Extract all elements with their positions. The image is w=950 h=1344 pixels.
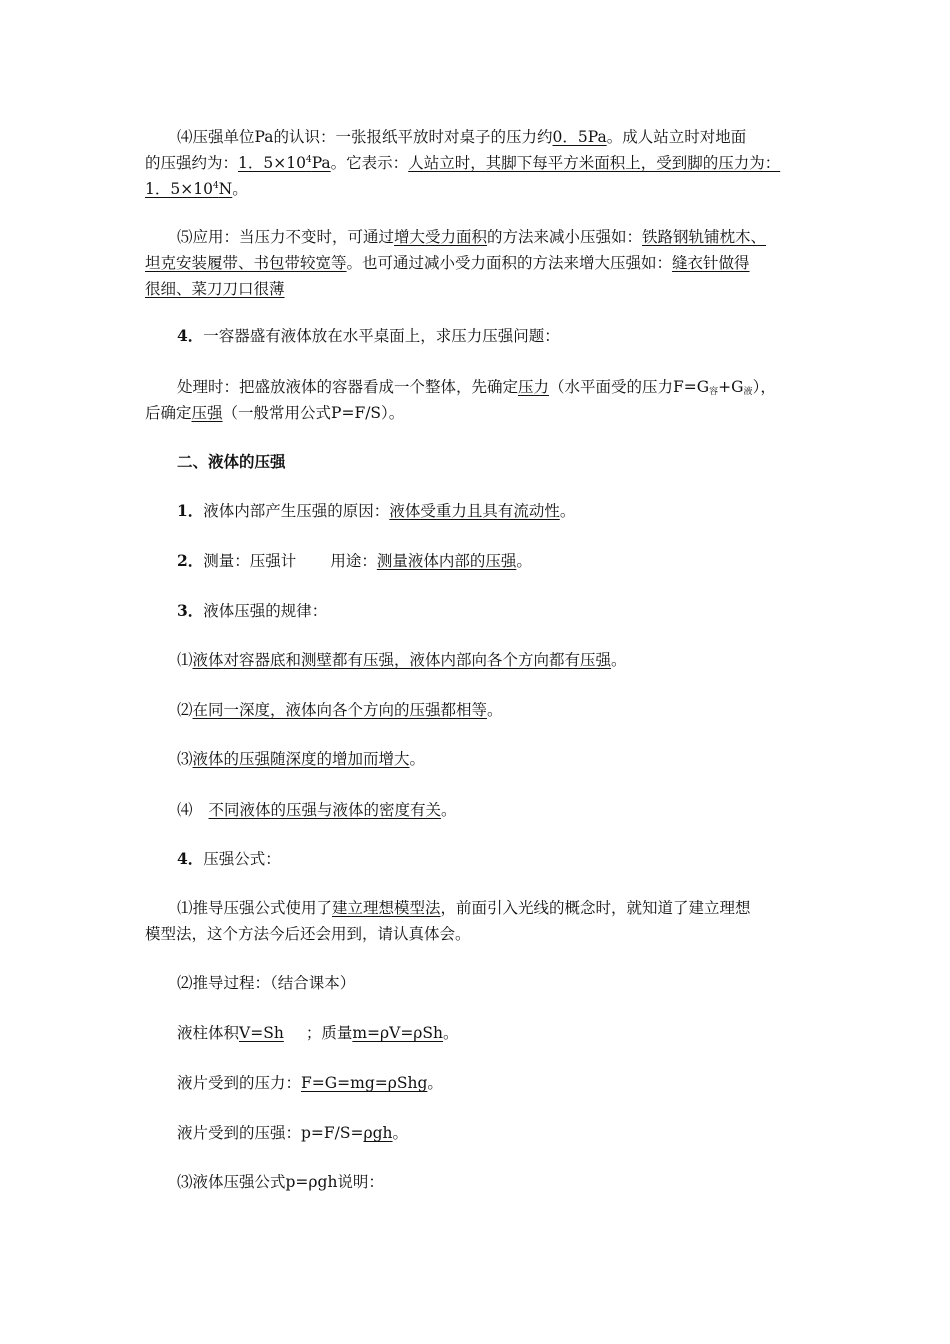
blank-answer: 测量液体内部的压强 bbox=[376, 552, 517, 570]
text: ，前面引入光线的概念时，就知道了建立理想 bbox=[440, 899, 751, 917]
text: ⑸应用：当压力不变时，可通过 bbox=[177, 228, 395, 246]
formula-derivation-1-line2: 模型法，这个方法今后还会用到，请认真体会。 bbox=[145, 925, 471, 943]
liquid-item-1 bbox=[177, 498, 857, 524]
text: 。 bbox=[392, 1124, 409, 1142]
paragraph-pressure-unit-line3 bbox=[145, 176, 825, 202]
blank-answer: 建立理想模型法 bbox=[332, 899, 441, 917]
formula-explanation: ⑶液体压强公式p=ρgh说明： bbox=[177, 1173, 384, 1191]
item-number: 2． bbox=[177, 551, 204, 570]
subscript: 液 bbox=[743, 387, 753, 397]
blank-answer: F=G=mg=ρShg bbox=[301, 1074, 428, 1092]
blank-answer: 压强 bbox=[191, 404, 223, 422]
blank-answer: 0．5Pa bbox=[552, 128, 607, 146]
text: 后确定 bbox=[145, 404, 192, 422]
text: 一容器盛有液体放在水平桌面上，求压力压强问题： bbox=[203, 327, 560, 345]
liquid-item-2 bbox=[177, 548, 857, 574]
blank-answer: V=Sh bbox=[239, 1024, 284, 1042]
blank-answer: m=ρV=ρSh bbox=[352, 1024, 444, 1042]
text: 。 bbox=[409, 750, 426, 768]
text: 液体压强的规律： bbox=[203, 602, 328, 620]
blank-answer: 液体受重力且具有流动性 bbox=[389, 502, 560, 520]
text: ）， bbox=[752, 378, 776, 396]
blank-answer: 很细、菜刀刀口很薄 bbox=[145, 280, 285, 298]
paragraph-handling-line2 bbox=[145, 400, 825, 426]
pressure-line bbox=[177, 1120, 857, 1146]
text: 处理时：把盛放液体的容器看成一个整体，先确定 bbox=[177, 378, 519, 396]
force-line bbox=[177, 1070, 857, 1096]
blank-answer: 在同一深度，液体向各个方向的压强都相等 bbox=[192, 701, 488, 719]
blank-answer: 增大受力面积 bbox=[394, 228, 488, 246]
text: 。 bbox=[559, 502, 576, 520]
text: ⑷ bbox=[177, 801, 193, 819]
liquid-item-3 bbox=[177, 598, 857, 624]
paragraph-application-line3 bbox=[145, 276, 825, 302]
text: 。它表示： bbox=[330, 154, 409, 172]
blank-answer: 压力 bbox=[518, 378, 550, 396]
text: ⑴ bbox=[177, 651, 193, 669]
item-number: 1． bbox=[177, 501, 204, 520]
text: ⑵ bbox=[177, 701, 193, 719]
rule-3 bbox=[177, 746, 857, 772]
blank-answer: 坦克安装履带、书包带较宽等 bbox=[145, 254, 347, 272]
text: 。 bbox=[441, 801, 457, 819]
blank-answer: N bbox=[218, 180, 233, 198]
blank-answer: 缝衣针做得 bbox=[672, 254, 750, 272]
text: （一般常用公式P=F/S）。 bbox=[222, 404, 405, 422]
subscript: 容 bbox=[709, 387, 719, 397]
text: 。 bbox=[232, 180, 248, 198]
rule-4 bbox=[177, 797, 857, 823]
liquid-item-4 bbox=[177, 846, 857, 872]
item-number: 4． bbox=[177, 326, 204, 345]
text: 液柱体积 bbox=[177, 1024, 240, 1042]
blank-answer: 铁路钢轨铺枕木、 bbox=[642, 228, 767, 246]
paragraph-application bbox=[177, 224, 857, 250]
text: 的方法来减小压强如： bbox=[487, 228, 643, 246]
column-volume-line bbox=[177, 1020, 857, 1046]
blank-answer: 液体对容器底和测壁都有压强，液体内部向各个方向都有压强 bbox=[192, 651, 612, 669]
text: 。 bbox=[611, 651, 627, 669]
item-number: 3． bbox=[177, 601, 204, 620]
rule-2 bbox=[177, 697, 857, 723]
text: +G bbox=[718, 378, 744, 396]
text: ⑷压强单位Pa的认识：一张报纸平放时对桌子的压力约 bbox=[177, 128, 553, 146]
text: 。成人站立时对地面 bbox=[606, 128, 747, 146]
text: 。 bbox=[487, 701, 503, 719]
text: 压强公式： bbox=[203, 850, 281, 868]
paragraph-handling bbox=[177, 374, 857, 400]
text: 测量：压强计 bbox=[203, 552, 297, 570]
heading-item-4 bbox=[177, 323, 857, 349]
text: 。也可通过减小受力面积的方法来增大压强如： bbox=[346, 254, 673, 272]
formula-derivation-2: ⑵推导过程：（结合课本） bbox=[177, 974, 356, 992]
text: 。 bbox=[516, 552, 532, 570]
text: 用途： bbox=[330, 552, 377, 570]
blank-answer: 液体的压强随深度的增加而增大 bbox=[192, 750, 410, 768]
formula-derivation-1 bbox=[177, 895, 857, 921]
paragraph-pressure-unit bbox=[177, 124, 857, 150]
text: ⑶ bbox=[177, 750, 193, 768]
text: 。 bbox=[427, 1074, 443, 1092]
text: 液体内部产生压强的原因： bbox=[203, 502, 390, 520]
text: （水平面受的压力F=G bbox=[549, 378, 710, 396]
blank-answer: Pa bbox=[311, 154, 331, 172]
blank-answer: 人站立时，其脚下每平方米面积上，受到脚的压力为： bbox=[408, 154, 781, 172]
blank-answer: 1．$5\times 10^4$ bbox=[145, 180, 219, 198]
paragraph-pressure-unit-line2 bbox=[145, 150, 825, 176]
rule-1 bbox=[177, 647, 857, 673]
paragraph-application-line2 bbox=[145, 250, 825, 276]
text: 液片受到的压力： bbox=[177, 1074, 302, 1092]
section-title: 二、液体的压强 bbox=[177, 452, 286, 471]
text: ；质量 bbox=[305, 1024, 353, 1042]
text: ⑴推导压强公式使用了 bbox=[177, 899, 333, 917]
text: 。 bbox=[443, 1024, 459, 1042]
text: 的压强约为： bbox=[145, 154, 239, 172]
blank-answer: 不同液体的压强与液体的密度有关 bbox=[208, 801, 442, 819]
blank-answer: ρgh bbox=[363, 1124, 393, 1142]
text: 液片受到的压强：p=F/S= bbox=[177, 1124, 364, 1142]
blank-answer: 1．$5\times 10^4$ bbox=[238, 154, 312, 172]
item-number: 4． bbox=[177, 849, 204, 868]
